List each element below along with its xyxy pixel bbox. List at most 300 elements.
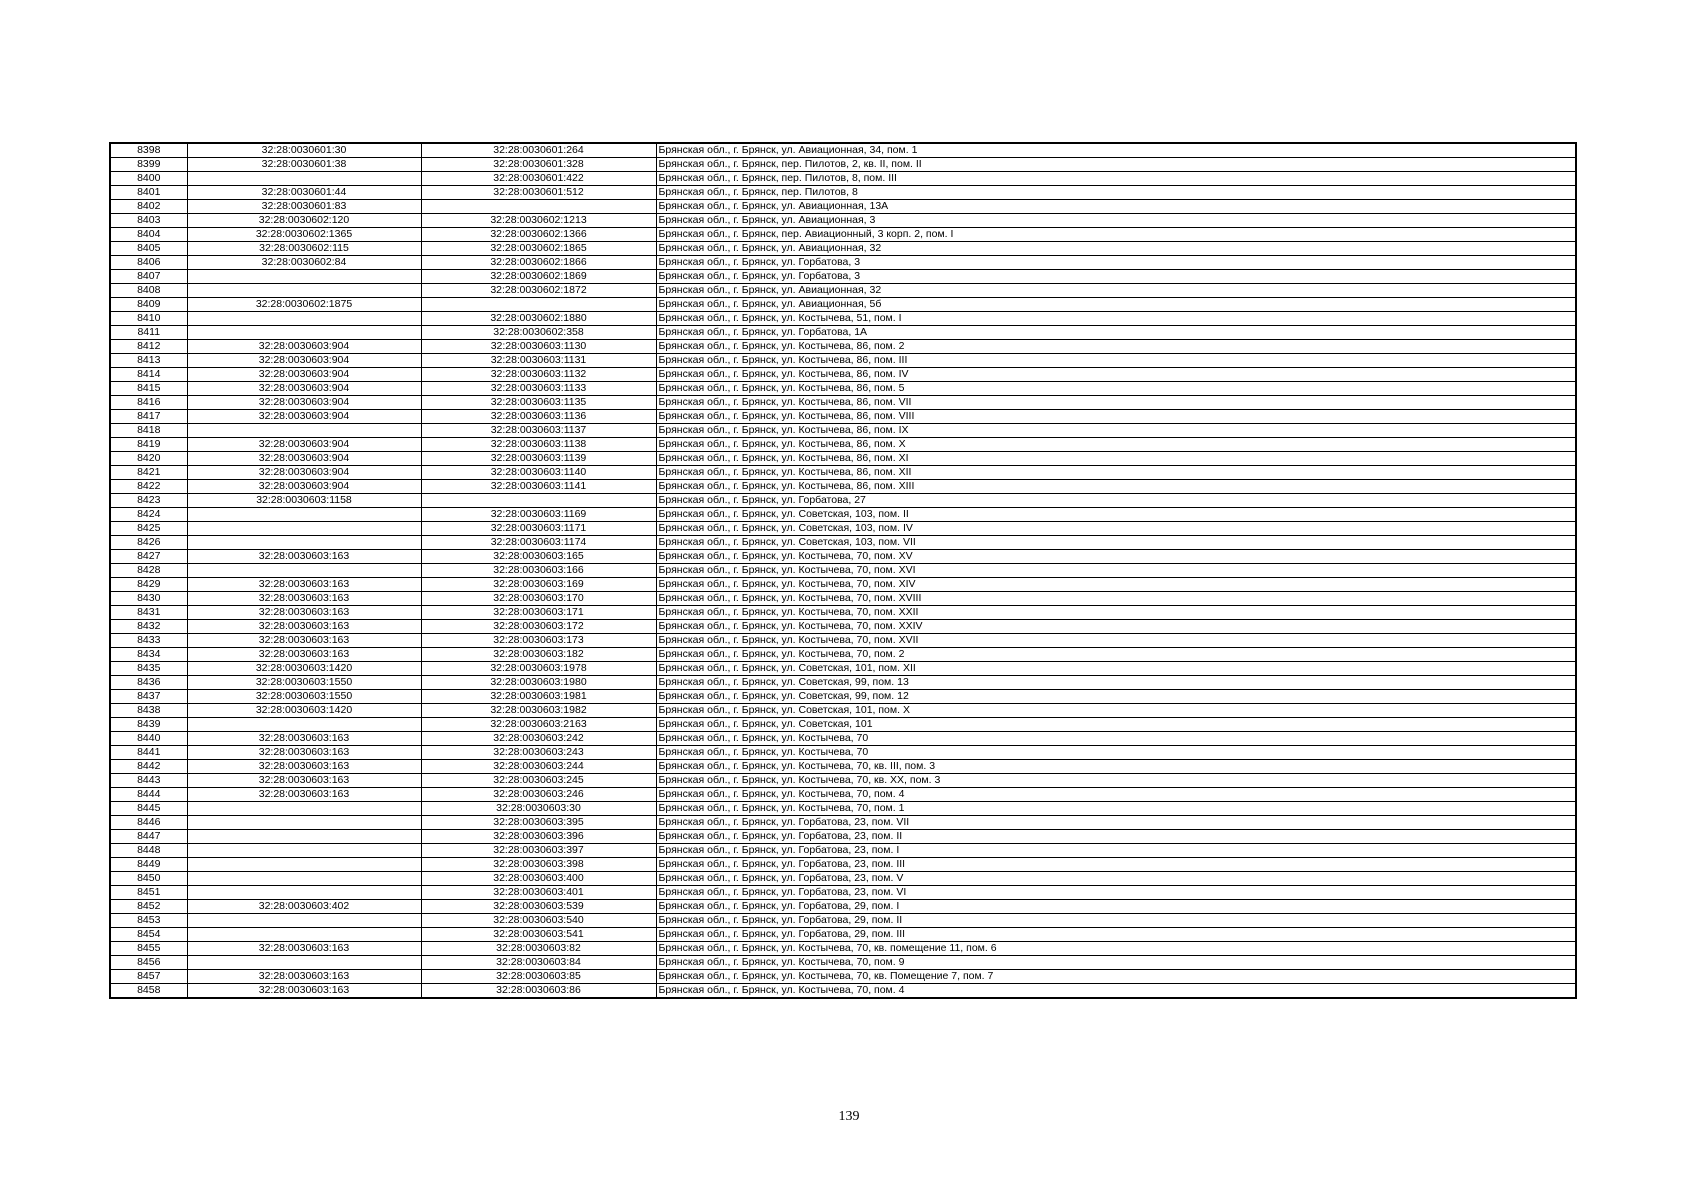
- parent-cadastral-cell: 32:28:0030603:163: [187, 648, 421, 662]
- table-row: [110, 508, 1576, 522]
- cadastral-number-cell: 32:28:0030602:1872: [421, 284, 656, 298]
- parent-cadastral-cell: 32:28:0030603:904: [187, 354, 421, 368]
- row-number-cell: 8418: [110, 424, 187, 438]
- parent-cadastral-cell: [187, 312, 421, 326]
- table-row: [110, 242, 1576, 256]
- address-cell: Брянская обл., г. Брянск, ул. Костычева, 70: [656, 732, 1576, 746]
- cadastral-number-cell: 32:28:0030603:1171: [421, 522, 656, 536]
- parent-cadastral-cell: [187, 564, 421, 578]
- table-row: [110, 354, 1576, 368]
- address-cell: Брянская обл., г. Брянск, ул. Костычева, 70, пом. 1: [656, 802, 1576, 816]
- row-number-cell: 8431: [110, 606, 187, 620]
- table-row: [110, 550, 1576, 564]
- table-row: [110, 228, 1576, 242]
- cadastral-number-cell: 32:28:0030603:1982: [421, 704, 656, 718]
- row-number-cell: 8435: [110, 662, 187, 676]
- page-number: 139: [838, 1109, 860, 1124]
- parent-cadastral-cell: [187, 536, 421, 550]
- cadastral-number-cell: 32:28:0030601:328: [421, 158, 656, 172]
- row-number-cell: 8409: [110, 298, 187, 312]
- address-cell: Брянская обл., г. Брянск, ул. Горбатова, 23, пом. I: [656, 844, 1576, 858]
- table-row: [110, 830, 1576, 844]
- row-number-cell: 8416: [110, 396, 187, 410]
- cadastral-number-cell: 32:28:0030603:1130: [421, 340, 656, 354]
- row-number-cell: 8402: [110, 200, 187, 214]
- parent-cadastral-cell: 32:28:0030603:163: [187, 550, 421, 564]
- row-number-cell: 8430: [110, 592, 187, 606]
- row-number-cell: 8411: [110, 326, 187, 340]
- parent-cadastral-cell: 32:28:0030603:904: [187, 382, 421, 396]
- parent-cadastral-cell: 32:28:0030603:1550: [187, 676, 421, 690]
- address-cell: Брянская обл., г. Брянск, пер. Пилотов, 8: [656, 186, 1576, 200]
- address-cell: Брянская обл., г. Брянск, ул. Советская, 101, пом. X: [656, 704, 1576, 718]
- row-number-cell: 8422: [110, 480, 187, 494]
- row-number-cell: 8426: [110, 536, 187, 550]
- parent-cadastral-cell: 32:28:0030603:163: [187, 732, 421, 746]
- table-row: [110, 312, 1576, 326]
- row-number-cell: 8417: [110, 410, 187, 424]
- address-cell: Брянская обл., г. Брянск, ул. Костычева, 86, пом. VII: [656, 396, 1576, 410]
- parent-cadastral-cell: 32:28:0030603:1420: [187, 704, 421, 718]
- address-cell: Брянская обл., г. Брянск, ул. Костычева, 86, пом. 2: [656, 340, 1576, 354]
- address-cell: Брянская обл., г. Брянск, ул. Авиационная, 34, пом. 1: [656, 143, 1576, 158]
- parent-cadastral-cell: [187, 858, 421, 872]
- parent-cadastral-cell: [187, 830, 421, 844]
- parent-cadastral-cell: 32:28:0030603:163: [187, 634, 421, 648]
- table-row: [110, 746, 1576, 760]
- parent-cadastral-cell: 32:28:0030602:84: [187, 256, 421, 270]
- parent-cadastral-cell: [187, 886, 421, 900]
- table-row: [110, 438, 1576, 452]
- table-row: [110, 410, 1576, 424]
- row-number-cell: 8457: [110, 970, 187, 984]
- row-number-cell: 8410: [110, 312, 187, 326]
- row-number-cell: 8433: [110, 634, 187, 648]
- cadastral-number-cell: 32:28:0030603:1139: [421, 452, 656, 466]
- address-cell: Брянская обл., г. Брянск, ул. Костычева, 70, кв. III, пом. 3: [656, 760, 1576, 774]
- cadastral-number-cell: 32:28:0030603:1132: [421, 368, 656, 382]
- parent-cadastral-cell: [187, 270, 421, 284]
- parent-cadastral-cell: 32:28:0030603:904: [187, 438, 421, 452]
- address-cell: Брянская обл., г. Брянск, ул. Костычева, 86, пом. X: [656, 438, 1576, 452]
- row-number-cell: 8400: [110, 172, 187, 186]
- table-row: [110, 143, 1576, 158]
- table-row: [110, 942, 1576, 956]
- address-cell: Брянская обл., г. Брянск, ул. Костычева, 86, пом. XI: [656, 452, 1576, 466]
- row-number-cell: 8434: [110, 648, 187, 662]
- table-row: [110, 270, 1576, 284]
- row-number-cell: 8446: [110, 816, 187, 830]
- parent-cadastral-cell: [187, 844, 421, 858]
- cadastral-number-cell: [421, 200, 656, 214]
- address-cell: Брянская обл., г. Брянск, ул. Советская, 99, пом. 13: [656, 676, 1576, 690]
- address-cell: Брянская обл., г. Брянск, ул. Горбатова, 23, пом. VII: [656, 816, 1576, 830]
- table-row: [110, 368, 1576, 382]
- cadastral-number-cell: 32:28:0030603:1981: [421, 690, 656, 704]
- address-cell: Брянская обл., г. Брянск, ул. Костычева, 70, пом. XIV: [656, 578, 1576, 592]
- row-number-cell: 8436: [110, 676, 187, 690]
- address-cell: Брянская обл., г. Брянск, ул. Горбатова, 23, пом. II: [656, 830, 1576, 844]
- table-row: [110, 844, 1576, 858]
- parent-cadastral-cell: 32:28:0030603:163: [187, 970, 421, 984]
- table-row: [110, 200, 1576, 214]
- cadastral-number-cell: 32:28:0030603:85: [421, 970, 656, 984]
- row-number-cell: 8440: [110, 732, 187, 746]
- parent-cadastral-cell: 32:28:0030603:163: [187, 620, 421, 634]
- address-cell: Брянская обл., г. Брянск, пер. Пилотов, 8, пом. III: [656, 172, 1576, 186]
- parent-cadastral-cell: [187, 172, 421, 186]
- parent-cadastral-cell: 32:28:0030603:163: [187, 788, 421, 802]
- parent-cadastral-cell: [187, 508, 421, 522]
- row-number-cell: 8453: [110, 914, 187, 928]
- cadastral-number-cell: 32:28:0030603:1169: [421, 508, 656, 522]
- cadastral-number-cell: 32:28:0030603:166: [421, 564, 656, 578]
- parent-cadastral-cell: 32:28:0030603:904: [187, 466, 421, 480]
- table-row: [110, 816, 1576, 830]
- table-row: [110, 718, 1576, 732]
- row-number-cell: 8439: [110, 718, 187, 732]
- cadastral-number-cell: 32:28:0030603:401: [421, 886, 656, 900]
- address-cell: Брянская обл., г. Брянск, ул. Горбатова, 29, пом. II: [656, 914, 1576, 928]
- row-number-cell: 8452: [110, 900, 187, 914]
- parent-cadastral-cell: 32:28:0030603:904: [187, 396, 421, 410]
- cadastral-number-cell: 32:28:0030602:358: [421, 326, 656, 340]
- table-row: [110, 970, 1576, 984]
- parent-cadastral-cell: 32:28:0030603:904: [187, 410, 421, 424]
- address-cell: Брянская обл., г. Брянск, ул. Костычева, 70: [656, 746, 1576, 760]
- cadastral-number-cell: 32:28:0030603:86: [421, 984, 656, 999]
- cadastral-number-cell: 32:28:0030603:395: [421, 816, 656, 830]
- parent-cadastral-cell: 32:28:0030601:30: [187, 143, 421, 158]
- row-number-cell: 8407: [110, 270, 187, 284]
- table-row: [110, 662, 1576, 676]
- table-row: [110, 466, 1576, 480]
- address-cell: Брянская обл., г. Брянск, ул. Костычева, 86, пом. VIII: [656, 410, 1576, 424]
- parent-cadastral-cell: 32:28:0030603:163: [187, 592, 421, 606]
- parent-cadastral-cell: [187, 956, 421, 970]
- parent-cadastral-cell: 32:28:0030603:163: [187, 774, 421, 788]
- address-cell: Брянская обл., г. Брянск, пер. Пилотов, 2, кв. II, пом. II: [656, 158, 1576, 172]
- parent-cadastral-cell: 32:28:0030603:163: [187, 746, 421, 760]
- cadastral-number-cell: 32:28:0030602:1866: [421, 256, 656, 270]
- table-row: [110, 186, 1576, 200]
- parent-cadastral-cell: 32:28:0030602:115: [187, 242, 421, 256]
- address-cell: Брянская обл., г. Брянск, ул. Горбатова, 23, пом. VI: [656, 886, 1576, 900]
- cadastral-number-cell: 32:28:0030603:400: [421, 872, 656, 886]
- cadastral-number-cell: 32:28:0030603:1138: [421, 438, 656, 452]
- cadastral-number-cell: 32:28:0030603:172: [421, 620, 656, 634]
- row-number-cell: 8401: [110, 186, 187, 200]
- row-number-cell: 8429: [110, 578, 187, 592]
- row-number-cell: 8408: [110, 284, 187, 298]
- row-number-cell: 8427: [110, 550, 187, 564]
- table-row: [110, 802, 1576, 816]
- parent-cadastral-cell: [187, 802, 421, 816]
- address-cell: Брянская обл., г. Брянск, ул. Авиационная, 3: [656, 214, 1576, 228]
- row-number-cell: 8432: [110, 620, 187, 634]
- table-row: [110, 494, 1576, 508]
- row-number-cell: 8445: [110, 802, 187, 816]
- address-cell: Брянская обл., г. Брянск, ул. Горбатова, 27: [656, 494, 1576, 508]
- row-number-cell: 8437: [110, 690, 187, 704]
- parent-cadastral-cell: 32:28:0030601:83: [187, 200, 421, 214]
- table-row: [110, 760, 1576, 774]
- row-number-cell: 8448: [110, 844, 187, 858]
- table-row: [110, 914, 1576, 928]
- table-row: [110, 522, 1576, 536]
- parent-cadastral-cell: [187, 914, 421, 928]
- parent-cadastral-cell: 32:28:0030603:163: [187, 578, 421, 592]
- parent-cadastral-cell: 32:28:0030603:402: [187, 900, 421, 914]
- row-number-cell: 8444: [110, 788, 187, 802]
- address-cell: Брянская обл., г. Брянск, ул. Костычева, 51, пом. I: [656, 312, 1576, 326]
- cadastral-number-cell: 32:28:0030602:1366: [421, 228, 656, 242]
- address-cell: Брянская обл., г. Брянск, ул. Костычева, 86, пом. XIII: [656, 480, 1576, 494]
- cadastral-number-cell: 32:28:0030602:1865: [421, 242, 656, 256]
- row-number-cell: 8449: [110, 858, 187, 872]
- address-cell: Брянская обл., г. Брянск, ул. Костычева, 70, пом. XVI: [656, 564, 1576, 578]
- address-cell: Брянская обл., г. Брянск, ул. Костычева, 70, пом. 2: [656, 648, 1576, 662]
- address-cell: Брянская обл., г. Брянск, ул. Советская, 103, пом. IV: [656, 522, 1576, 536]
- address-cell: Брянская обл., г. Брянск, ул. Горбатова, 23, пом. V: [656, 872, 1576, 886]
- table-row: [110, 284, 1576, 298]
- cadastral-number-cell: 32:28:0030603:82: [421, 942, 656, 956]
- table-row: [110, 326, 1576, 340]
- table-row: [110, 564, 1576, 578]
- parent-cadastral-cell: 32:28:0030603:163: [187, 760, 421, 774]
- address-cell: Брянская обл., г. Брянск, ул. Горбатова, 3: [656, 270, 1576, 284]
- parent-cadastral-cell: 32:28:0030603:904: [187, 368, 421, 382]
- parent-cadastral-cell: 32:28:0030602:120: [187, 214, 421, 228]
- row-number-cell: 8455: [110, 942, 187, 956]
- table-row: [110, 634, 1576, 648]
- table-row: [110, 900, 1576, 914]
- cadastral-number-cell: 32:28:0030603:398: [421, 858, 656, 872]
- table-row: [110, 382, 1576, 396]
- row-number-cell: 8428: [110, 564, 187, 578]
- cadastral-number-cell: 32:28:0030603:1174: [421, 536, 656, 550]
- table-row: [110, 928, 1576, 942]
- row-number-cell: 8424: [110, 508, 187, 522]
- table-row: [110, 172, 1576, 186]
- parent-cadastral-cell: 32:28:0030603:163: [187, 984, 421, 999]
- table-row: [110, 536, 1576, 550]
- address-cell: Брянская обл., г. Брянск, ул. Костычева, 70, пом. XV: [656, 550, 1576, 564]
- row-number-cell: 8415: [110, 382, 187, 396]
- row-number-cell: 8443: [110, 774, 187, 788]
- cadastral-number-cell: 32:28:0030603:244: [421, 760, 656, 774]
- row-number-cell: 8442: [110, 760, 187, 774]
- table-row: [110, 424, 1576, 438]
- parent-cadastral-cell: [187, 326, 421, 340]
- cadastral-number-cell: 32:28:0030602:1869: [421, 270, 656, 284]
- parent-cadastral-cell: 32:28:0030602:1365: [187, 228, 421, 242]
- cadastral-number-cell: 32:28:0030603:173: [421, 634, 656, 648]
- address-cell: Брянская обл., г. Брянск, ул. Горбатова, 29, пом. III: [656, 928, 1576, 942]
- parent-cadastral-cell: 32:28:0030603:1158: [187, 494, 421, 508]
- parent-cadastral-cell: 32:28:0030603:1550: [187, 690, 421, 704]
- row-number-cell: 8441: [110, 746, 187, 760]
- table-row: [110, 648, 1576, 662]
- table-row: [110, 676, 1576, 690]
- row-number-cell: 8458: [110, 984, 187, 999]
- row-number-cell: 8412: [110, 340, 187, 354]
- cadastral-number-cell: 32:28:0030603:1133: [421, 382, 656, 396]
- table-row: [110, 620, 1576, 634]
- row-number-cell: 8450: [110, 872, 187, 886]
- parent-cadastral-cell: 32:28:0030601:44: [187, 186, 421, 200]
- parent-cadastral-cell: 32:28:0030603:904: [187, 340, 421, 354]
- cadastral-number-cell: 32:28:0030603:1980: [421, 676, 656, 690]
- cadastral-number-cell: 32:28:0030603:169: [421, 578, 656, 592]
- address-cell: Брянская обл., г. Брянск, ул. Горбатова, 1А: [656, 326, 1576, 340]
- cadastral-number-cell: 32:28:0030601:422: [421, 172, 656, 186]
- cadastral-number-cell: 32:28:0030603:1135: [421, 396, 656, 410]
- property-table: [109, 142, 1577, 999]
- address-cell: Брянская обл., г. Брянск, ул. Костычева, 70, кв. помещение 11, пом. 6: [656, 942, 1576, 956]
- table-row: [110, 872, 1576, 886]
- row-number-cell: 8451: [110, 886, 187, 900]
- address-cell: Брянская обл., г. Брянск, ул. Костычева, 86, пом. XII: [656, 466, 1576, 480]
- table-body: [110, 143, 1576, 998]
- cadastral-number-cell: 32:28:0030602:1880: [421, 312, 656, 326]
- address-cell: Брянская обл., г. Брянск, ул. Горбатова, 3: [656, 256, 1576, 270]
- cadastral-number-cell: [421, 298, 656, 312]
- address-cell: Брянская обл., г. Брянск, ул. Горбатова, 29, пом. I: [656, 900, 1576, 914]
- table-row: [110, 214, 1576, 228]
- cadastral-number-cell: 32:28:0030603:170: [421, 592, 656, 606]
- address-cell: Брянская обл., г. Брянск, ул. Советская, 99, пом. 12: [656, 690, 1576, 704]
- cadastral-number-cell: 32:28:0030603:397: [421, 844, 656, 858]
- table-row: [110, 858, 1576, 872]
- address-cell: Брянская обл., г. Брянск, ул. Костычева, 70, пом. XVIII: [656, 592, 1576, 606]
- parent-cadastral-cell: 32:28:0030601:38: [187, 158, 421, 172]
- address-cell: Брянская обл., г. Брянск, ул. Авиационная, 32: [656, 242, 1576, 256]
- table-row: [110, 774, 1576, 788]
- row-number-cell: 8403: [110, 214, 187, 228]
- table-row: [110, 340, 1576, 354]
- table-row: [110, 732, 1576, 746]
- address-cell: Брянская обл., г. Брянск, ул. Костычева, 86, пом. IV: [656, 368, 1576, 382]
- row-number-cell: 8414: [110, 368, 187, 382]
- table-row: [110, 256, 1576, 270]
- address-cell: Брянская обл., г. Брянск, пер. Авиационный, 3 корп. 2, пом. I: [656, 228, 1576, 242]
- parent-cadastral-cell: [187, 872, 421, 886]
- table-row: [110, 788, 1576, 802]
- table-row: [110, 396, 1576, 410]
- parent-cadastral-cell: [187, 424, 421, 438]
- table-row: [110, 298, 1576, 312]
- cadastral-number-cell: 32:28:0030602:1213: [421, 214, 656, 228]
- parent-cadastral-cell: 32:28:0030603:1420: [187, 662, 421, 676]
- address-cell: Брянская обл., г. Брянск, ул. Советская, 101, пом. XII: [656, 662, 1576, 676]
- cadastral-number-cell: 32:28:0030603:539: [421, 900, 656, 914]
- parent-cadastral-cell: 32:28:0030603:904: [187, 452, 421, 466]
- address-cell: Брянская обл., г. Брянск, ул. Авиационная, 13А: [656, 200, 1576, 214]
- parent-cadastral-cell: 32:28:0030602:1875: [187, 298, 421, 312]
- parent-cadastral-cell: 32:28:0030603:163: [187, 606, 421, 620]
- cadastral-number-cell: 32:28:0030603:171: [421, 606, 656, 620]
- cadastral-number-cell: 32:28:0030603:165: [421, 550, 656, 564]
- cadastral-number-cell: [421, 494, 656, 508]
- address-cell: Брянская обл., г. Брянск, ул. Костычева, 70, пом. XXII: [656, 606, 1576, 620]
- cadastral-number-cell: 32:28:0030603:182: [421, 648, 656, 662]
- address-cell: Брянская обл., г. Брянск, ул. Костычева, 70, кв. XX, пом. 3: [656, 774, 1576, 788]
- address-cell: Брянская обл., г. Брянск, ул. Костычева, 70, пом. XVII: [656, 634, 1576, 648]
- cadastral-number-cell: 32:28:0030603:245: [421, 774, 656, 788]
- table-row: [110, 452, 1576, 466]
- cadastral-number-cell: 32:28:0030603:242: [421, 732, 656, 746]
- table-row: [110, 704, 1576, 718]
- parent-cadastral-cell: [187, 284, 421, 298]
- table-row: [110, 480, 1576, 494]
- row-number-cell: 8421: [110, 466, 187, 480]
- parent-cadastral-cell: 32:28:0030603:163: [187, 942, 421, 956]
- address-cell: Брянская обл., г. Брянск, ул. Костычева, 86, пом. III: [656, 354, 1576, 368]
- table-row: [110, 690, 1576, 704]
- row-number-cell: 8398: [110, 143, 187, 158]
- row-number-cell: 8405: [110, 242, 187, 256]
- table-row: [110, 956, 1576, 970]
- parent-cadastral-cell: [187, 522, 421, 536]
- address-cell: Брянская обл., г. Брянск, ул. Советская, 101: [656, 718, 1576, 732]
- table-row: [110, 158, 1576, 172]
- cadastral-number-cell: 32:28:0030603:84: [421, 956, 656, 970]
- cadastral-number-cell: 32:28:0030603:540: [421, 914, 656, 928]
- cadastral-number-cell: 32:28:0030603:1140: [421, 466, 656, 480]
- row-number-cell: 8413: [110, 354, 187, 368]
- address-cell: Брянская обл., г. Брянск, ул. Костычева, 86, пом. IX: [656, 424, 1576, 438]
- address-cell: Брянская обл., г. Брянск, ул. Горбатова, 23, пом. III: [656, 858, 1576, 872]
- row-number-cell: 8425: [110, 522, 187, 536]
- row-number-cell: 8454: [110, 928, 187, 942]
- address-cell: Брянская обл., г. Брянск, ул. Костычева, 70, пом. XXIV: [656, 620, 1576, 634]
- address-cell: Брянская обл., г. Брянск, ул. Авиационная, 32: [656, 284, 1576, 298]
- row-number-cell: 8420: [110, 452, 187, 466]
- address-cell: Брянская обл., г. Брянск, ул. Костычева, 70, кв. Помещение 7, пом. 7: [656, 970, 1576, 984]
- table-row: [110, 984, 1576, 999]
- cadastral-number-cell: 32:28:0030601:264: [421, 143, 656, 158]
- row-number-cell: 8423: [110, 494, 187, 508]
- address-cell: Брянская обл., г. Брянск, ул. Авиационная, 5б: [656, 298, 1576, 312]
- address-cell: Брянская обл., г. Брянск, ул. Костычева, 86, пом. 5: [656, 382, 1576, 396]
- row-number-cell: 8419: [110, 438, 187, 452]
- cadastral-number-cell: 32:28:0030603:1131: [421, 354, 656, 368]
- table-row: [110, 592, 1576, 606]
- parent-cadastral-cell: [187, 718, 421, 732]
- cadastral-number-cell: 32:28:0030603:2163: [421, 718, 656, 732]
- address-cell: Брянская обл., г. Брянск, ул. Советская, 103, пом. II: [656, 508, 1576, 522]
- parent-cadastral-cell: [187, 816, 421, 830]
- row-number-cell: 8456: [110, 956, 187, 970]
- row-number-cell: 8399: [110, 158, 187, 172]
- address-cell: Брянская обл., г. Брянск, ул. Костычева, 70, пом. 4: [656, 788, 1576, 802]
- row-number-cell: 8438: [110, 704, 187, 718]
- table-row: [110, 606, 1576, 620]
- table-row: [110, 886, 1576, 900]
- cadastral-number-cell: 32:28:0030603:243: [421, 746, 656, 760]
- address-cell: Брянская обл., г. Брянск, ул. Костычева, 70, пом. 9: [656, 956, 1576, 970]
- address-cell: Брянская обл., г. Брянск, ул. Советская, 103, пом. VII: [656, 536, 1576, 550]
- parent-cadastral-cell: 32:28:0030603:904: [187, 480, 421, 494]
- row-number-cell: 8447: [110, 830, 187, 844]
- address-cell: Брянская обл., г. Брянск, ул. Костычева, 70, пом. 4: [656, 984, 1576, 999]
- row-number-cell: 8404: [110, 228, 187, 242]
- cadastral-number-cell: 32:28:0030603:541: [421, 928, 656, 942]
- cadastral-number-cell: 32:28:0030603:1137: [421, 424, 656, 438]
- cadastral-number-cell: 32:28:0030603:1978: [421, 662, 656, 676]
- cadastral-number-cell: 32:28:0030601:512: [421, 186, 656, 200]
